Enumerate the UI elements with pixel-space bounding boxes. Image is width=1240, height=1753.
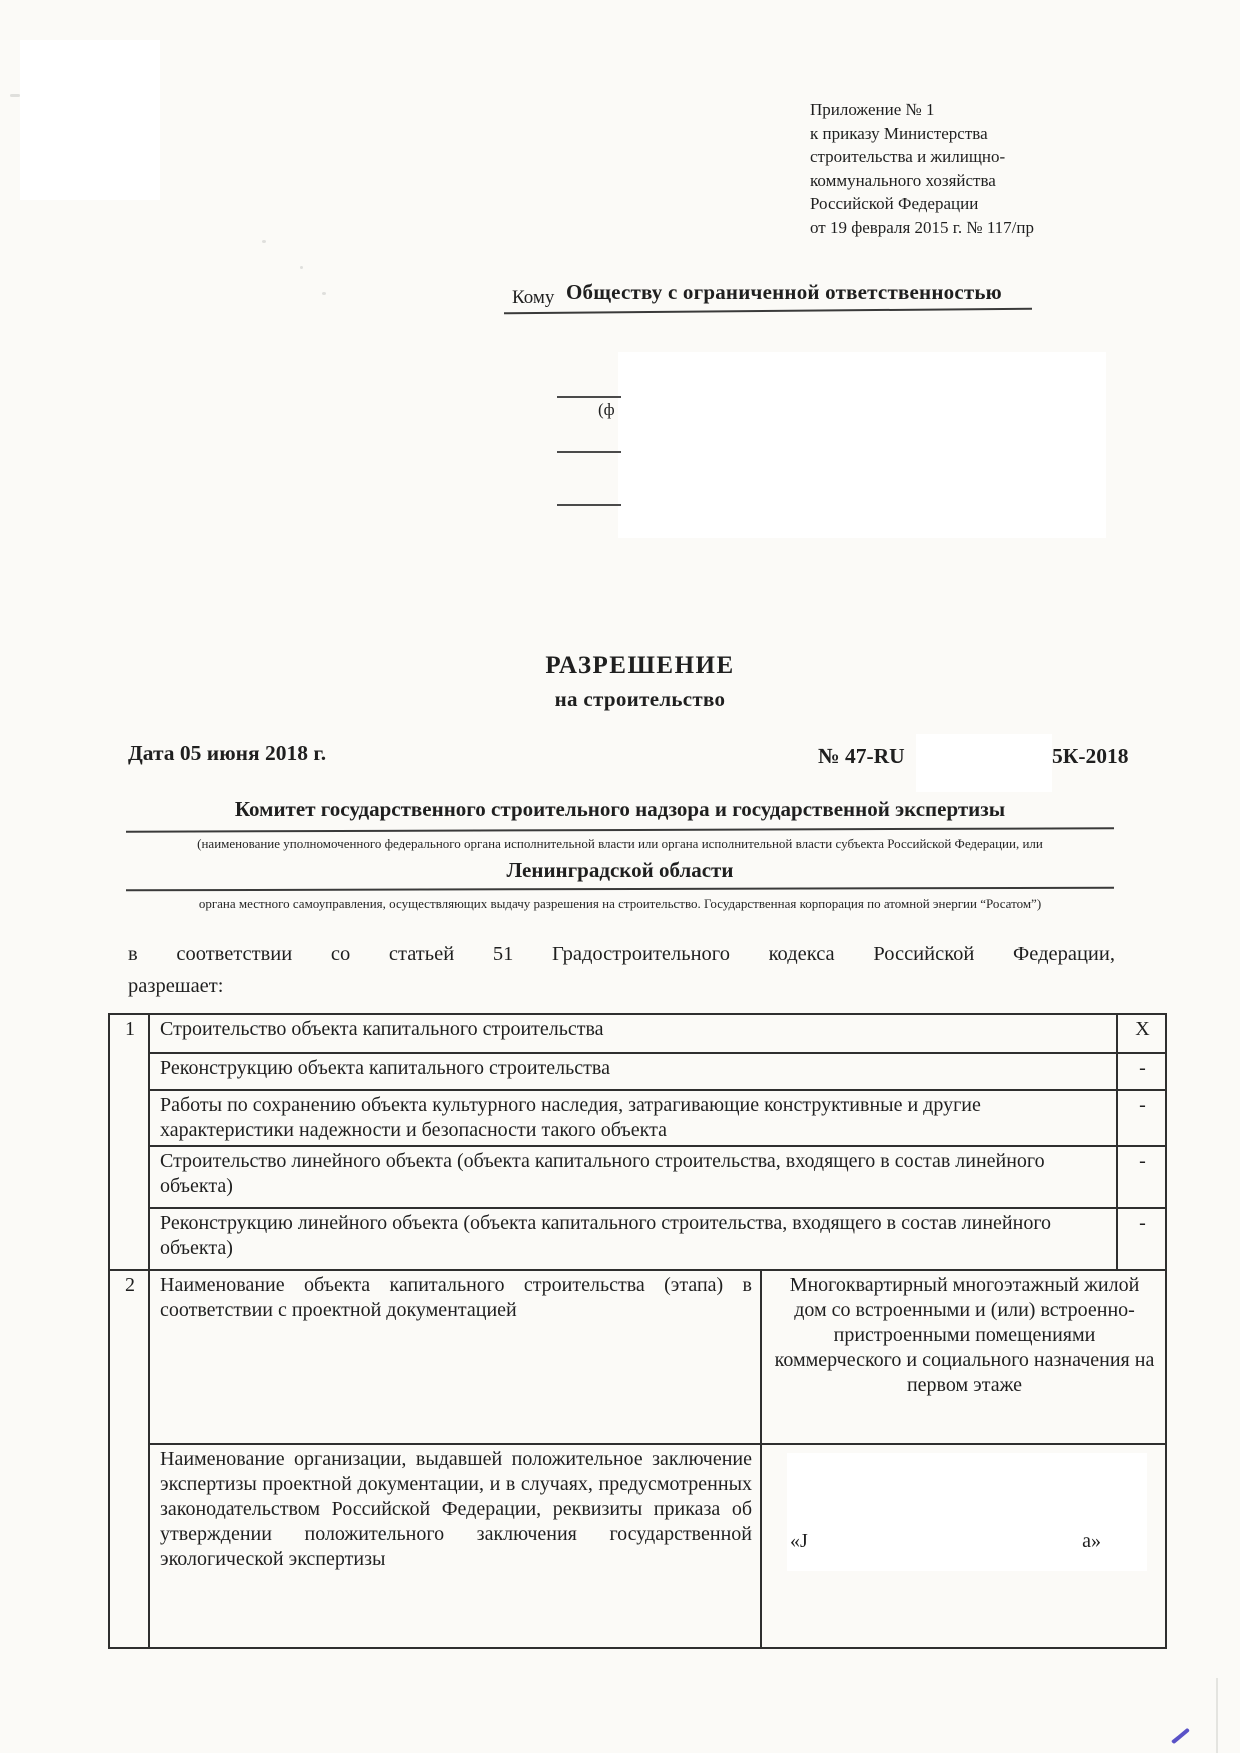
addressee-label: Кому <box>512 287 555 308</box>
permit-number-prefix: № 47-RU <box>818 744 905 768</box>
addressee-caption-fragment: (ф <box>598 400 615 419</box>
permit-type-label: Строительство объекта капитального строительства <box>149 1014 1117 1053</box>
address-blank-line <box>557 451 621 453</box>
object-name-label: Наименование объекта капитального строительства (этапа) в соответствии с проектной документацией <box>149 1270 761 1444</box>
intro-line-2: разрешает: <box>128 975 224 997</box>
table-row <box>109 1444 1166 1648</box>
section-number: 1 <box>109 1014 149 1270</box>
permit-type-mark: - <box>1117 1208 1166 1270</box>
permit-number-suffix: 5К-2018 <box>1052 744 1129 768</box>
expertise-value-fragment-right: а» <box>1082 1530 1101 1552</box>
expertise-org-label: Наименование организации, выдавшей положительное заключение экспертизы проектной документации, и в случаях, предусмотренных законодательством Российской Федерации, реквизиты приказа об утверждении положительного заключения государственной экологической экспертизы <box>149 1444 761 1648</box>
permit-type-mark: - <box>1117 1090 1166 1146</box>
permit-type-mark: - <box>1117 1146 1166 1208</box>
table-row <box>109 1014 1166 1053</box>
document-title: РАЗРЕШЕНИЕ <box>545 652 735 679</box>
scan-edge-artifact <box>1216 1678 1218 1753</box>
redaction-box-top-left <box>20 40 160 200</box>
scan-artifact <box>322 292 326 295</box>
redaction-box-number <box>916 734 1052 792</box>
addressee-value: Обществу с ограниченной ответственностью <box>566 280 1002 304</box>
scan-artifact <box>300 266 303 269</box>
permit-type-label: Работы по сохранению объекта культурного наследия, затрагивающие конструктивные и другие характеристики надежности и безопасности такого объекта <box>149 1090 1117 1146</box>
permit-type-label: Реконструкцию объекта капитального строительства <box>149 1053 1117 1090</box>
authority-underline-1 <box>126 827 1114 832</box>
authority-name-line1: Комитет государственного строительного надзора и государственной экспертизы <box>234 797 1006 821</box>
authority-name-line2: Ленинградской области <box>506 858 734 882</box>
document-subtitle: на строительство <box>554 687 726 711</box>
table-row <box>109 1146 1166 1208</box>
appendix-line: от 19 февраля 2015 г. № 117/пр <box>810 217 1035 237</box>
permit-type-mark: Х <box>1117 1014 1166 1053</box>
appendix-line: строительства и жилищно- <box>810 147 1006 166</box>
appendix-line: к приказу Министерства <box>810 123 988 143</box>
intro-line-1: в соответствии со статьей 51 Градостроительного кодекса Российской Федерации, <box>128 943 1115 965</box>
section-number: 2 <box>109 1270 149 1648</box>
permit-type-mark: - <box>1117 1053 1166 1090</box>
scan-artifact <box>10 94 20 97</box>
appendix-reference <box>810 98 1170 239</box>
table-row <box>109 1208 1166 1270</box>
addressee-underline <box>504 308 1032 315</box>
appendix-line: коммунального хозяйства <box>810 170 996 190</box>
appendix-line: Российской Федерации <box>810 194 979 213</box>
scan-artifact <box>262 240 266 243</box>
authority-caption-1: (наименование уполномоченного федерального органа исполнительной власти или органа исполнительной власти субъекта Российской Федерации, или <box>197 836 1043 851</box>
address-blank-line <box>557 396 621 398</box>
authority-underline-2 <box>126 887 1114 892</box>
permit-type-label: Строительство линейного объекта (объекта капитального строительства, входящего в состав линейного объекта) <box>149 1146 1117 1208</box>
redaction-box-address <box>618 352 1106 538</box>
permit-type-label: Реконструкцию линейного объекта (объекта капитального строительства, входящего в состав линейного объекта) <box>149 1208 1117 1270</box>
permit-table <box>108 1013 1167 1649</box>
object-name-value: Многоквартирный многоэтажный жилой дом со встроенными и (или) встроенно-пристроенными помещениями коммерческого и социального назначения на первом этаже <box>761 1270 1166 1444</box>
table-row <box>109 1053 1166 1090</box>
table-row <box>109 1090 1166 1146</box>
expertise-value-fragment-left: «J <box>790 1530 808 1552</box>
intro-paragraph <box>128 938 1115 1002</box>
table-row <box>109 1270 1166 1444</box>
authority-caption-2: органа местного самоуправления, осуществляющих выдачу разрешения на строительство. Государственная корпорация по атомной энергии “Росатом”) <box>198 896 1042 911</box>
permit-date: Дата 05 июня 2018 г. <box>128 741 327 765</box>
document-title-block <box>150 652 1130 712</box>
address-blank-line <box>557 504 621 506</box>
appendix-line: Приложение № 1 <box>810 100 935 119</box>
expertise-org-value <box>761 1444 1166 1648</box>
